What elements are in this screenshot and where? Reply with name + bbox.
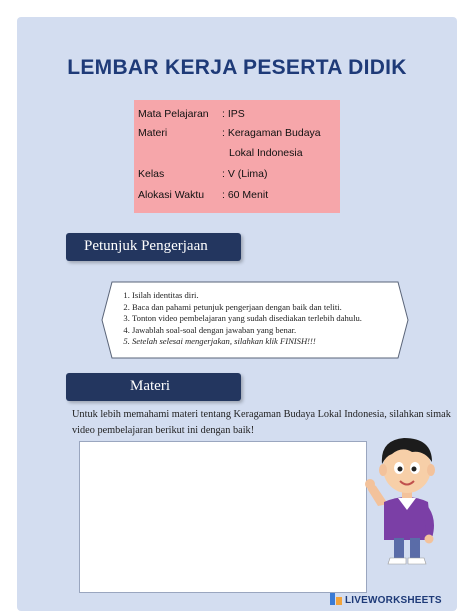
instruction-item: 3. Tonton video pembelajaran yang sudah disediakan terlebih dahulu. (132, 313, 422, 325)
info-label: Materi (138, 127, 168, 139)
footer-brand (330, 593, 442, 606)
identity-box (134, 100, 340, 213)
section-heading-petunjuk (66, 233, 241, 261)
info-value: : IPS (222, 108, 245, 120)
info-value: : Keragaman Budaya (222, 127, 321, 139)
liveworksheets-logo-icon (330, 593, 342, 605)
page-title: LEMBAR KERJA PESERTA DIDIK (67, 56, 407, 79)
info-value: : 60 Menit (222, 189, 269, 201)
section-heading-materi (66, 373, 241, 401)
instruction-box (100, 280, 410, 360)
section-heading-label: Materi (130, 378, 170, 394)
materi-intro-text: Untuk lebih memahami materi tentang Keragaman Budaya Lokal Indonesia, silahkan simak video pembelajaran berikut ini dengan baik! (72, 409, 451, 436)
video-embed-box[interactable] (79, 441, 367, 593)
info-label: Mata Pelajaran (138, 108, 209, 120)
footer-brand-label: LIVEWORKSHEETS (345, 595, 442, 606)
instruction-item: 2. Baca dan pahami petunjuk pengerjaan dengan baik dan teliti. (132, 302, 422, 314)
info-value: : V (Lima) (222, 168, 268, 180)
instruction-list (118, 290, 422, 348)
info-label: Kelas (138, 168, 165, 180)
instruction-item: 5. Setelah selesai mengerjakan, silahkan klik FINISH!!! (132, 336, 422, 348)
boy-cartoon-illustration (362, 428, 452, 568)
info-label: Alokasi Waktu (138, 189, 205, 201)
section-heading-label: Petunjuk Pengerjaan (84, 238, 208, 254)
instruction-item: 4. Jawablah soal-soal dengan jawaban yang benar. (132, 325, 422, 337)
instruction-item: 1. Isilah identitas diri. (132, 290, 422, 302)
info-value: Lokal Indonesia (229, 147, 303, 159)
